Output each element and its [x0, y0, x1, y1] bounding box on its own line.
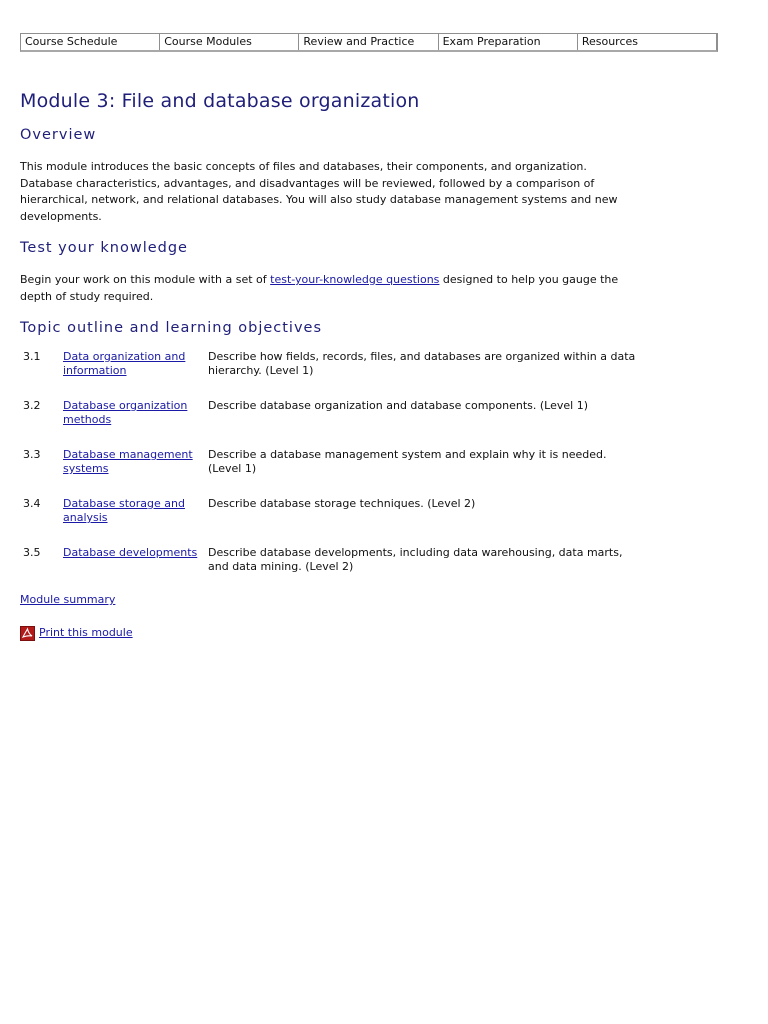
topic-number: 3.2 [23, 399, 41, 412]
page-title: Module 3: File and database organization [20, 90, 420, 112]
overview-heading: Overview [20, 127, 97, 143]
nav-resources[interactable]: Resources [581, 35, 638, 48]
topic-description: Describe database storage techniques. (Level 2) [208, 497, 476, 510]
test-knowledge-text [20, 272, 640, 305]
topic-description: Describe database developments, including data warehousing, data marts, and data mining. (Level 2) [208, 546, 623, 573]
print-module-row [20, 625, 640, 641]
topic-number: 3.1 [23, 350, 41, 363]
topic-outline-table [20, 350, 640, 595]
topic-description: Describe database organization and database components. (Level 1) [208, 399, 588, 412]
topic-number: 3.3 [23, 448, 41, 461]
table-row [20, 497, 640, 546]
print-module-link[interactable]: Print this module [39, 626, 133, 639]
module-summary-link[interactable]: Module summary [20, 593, 116, 606]
nav-course-modules[interactable]: Course Modules [160, 34, 299, 50]
topic-description: Describe how fields, records, files, and databases are organized within a data hierarchy. (Level 1) [208, 350, 636, 377]
table-row [20, 399, 640, 448]
pdf-icon[interactable] [20, 626, 35, 641]
topic-link-3-5[interactable]: Database developments [63, 546, 198, 559]
nav-review-and-practice[interactable]: Review and Practice [299, 34, 438, 50]
topic-outline-heading: Topic outline and learning objectives [20, 320, 323, 336]
test-knowledge-text-before: Begin your work on this module with a set of [20, 273, 271, 286]
topic-description: Describe a database management system and explain why it is needed. (Level 1) [208, 448, 607, 475]
nav-exam-preparation[interactable]: Exam Preparation [439, 34, 578, 50]
topic-number: 3.5 [23, 546, 41, 559]
module-content [20, 88, 640, 641]
topic-link-3-1[interactable]: Data organization and information [63, 350, 186, 377]
table-row [20, 546, 640, 595]
topic-link-3-2[interactable]: Database organization methods [63, 399, 188, 426]
table-row [20, 448, 640, 497]
course-nav-bar [20, 33, 718, 52]
topic-link-3-3[interactable]: Database management systems [63, 448, 193, 475]
nav-course-schedule[interactable]: Course Schedule [21, 34, 160, 50]
topic-link-3-4[interactable]: Database storage and analysis [63, 497, 185, 524]
overview-text: This module introduces the basic concepts of files and databases, their components, and organization. Database characteristics, advantages, and disadvantages will be reviewed, followed by a comparison of hierarchical, network, and relational databases. You will also study database management systems and new developments. [20, 160, 618, 223]
test-knowledge-heading: Test your knowledge [20, 240, 188, 256]
test-knowledge-link[interactable]: test-your-knowledge questions [270, 273, 440, 286]
test-knowledge-text-after: designed to help you gauge the depth of study required. [20, 273, 619, 303]
topic-number: 3.4 [23, 497, 41, 510]
table-row [20, 350, 640, 399]
